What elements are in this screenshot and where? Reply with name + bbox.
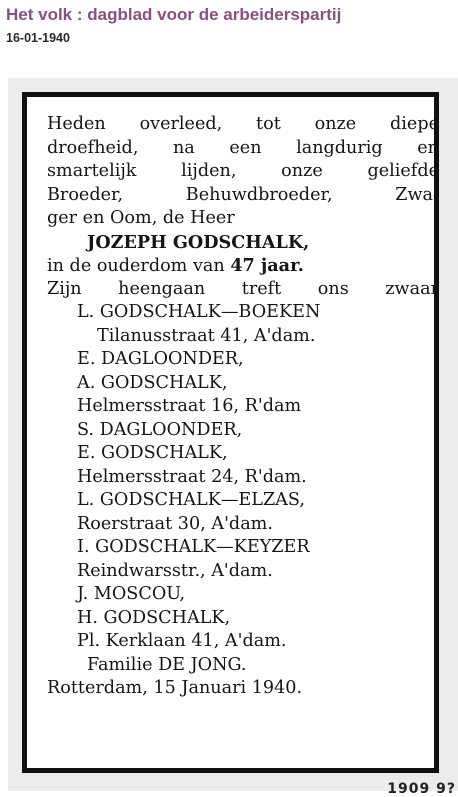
obituary-text	[47, 113, 439, 701]
mourner-address: Pl. Kerklaan 41, A'dam.	[77, 631, 287, 651]
notice-line: Zijn heengaan treft ons zwaar	[47, 278, 439, 299]
mourner-address: Helmersstraat 24, R'dam.	[77, 466, 307, 487]
age-value: 47 jaar.	[230, 255, 304, 276]
place-and-date: Rotterdam, 15 Januari 1940.	[47, 678, 303, 698]
publication-date: 16-01-1940	[6, 31, 70, 45]
mourner-name: J. MOSCOU,	[77, 584, 186, 604]
mourner-address: Roerstraat 30, A'dam.	[77, 513, 273, 534]
notice-line: ger en Oom, de Heer	[47, 208, 235, 228]
page-header	[6, 4, 456, 46]
obituary-frame	[22, 92, 439, 773]
deceased-name: JOZEPH GODSCHALK,	[87, 231, 310, 253]
mourner-name: I. GODSCHALK—KEYZER	[77, 537, 310, 557]
newspaper-clipping	[8, 78, 458, 797]
notice-line: Broeder, Behuwdbroeder, Zwa-	[47, 184, 439, 205]
newspaper-title: Het volk : dagblad voor de arbeiderspartij	[6, 5, 342, 24]
mourner-name: E. GODSCHALK,	[77, 443, 228, 463]
mourner-name: A. GODSCHALK,	[77, 372, 228, 393]
mourner-family: Familie DE JONG.	[87, 654, 247, 675]
mourner-name: E. DAGLOONDER,	[77, 349, 244, 369]
mourner-address: Helmersstraat 16, R'dam	[77, 396, 302, 416]
age-prefix: in de ouderdom van	[47, 256, 225, 276]
clipping-number: 1909 9?	[387, 781, 456, 797]
mourner-address: Reindwarsstr., A'dam.	[77, 560, 273, 581]
mourner-name: S. DAGLOONDER,	[77, 419, 243, 440]
mourner-name: L. GODSCHALK—ELZAS,	[77, 490, 305, 510]
notice-line	[47, 254, 439, 278]
notice-line: droefheid, na een langdurig en	[47, 137, 439, 158]
mourner-name: L. GODSCHALK—BOEKEN	[77, 302, 321, 322]
mourner-address: Tilanusstraat 41, A'dam.	[97, 325, 316, 346]
notice-line: Heden overleed, tot onze diepe	[47, 114, 439, 134]
notice-line: smartelijk lijden, onze geliefde	[47, 161, 439, 181]
mourner-name: H. GODSCHALK,	[77, 607, 231, 628]
